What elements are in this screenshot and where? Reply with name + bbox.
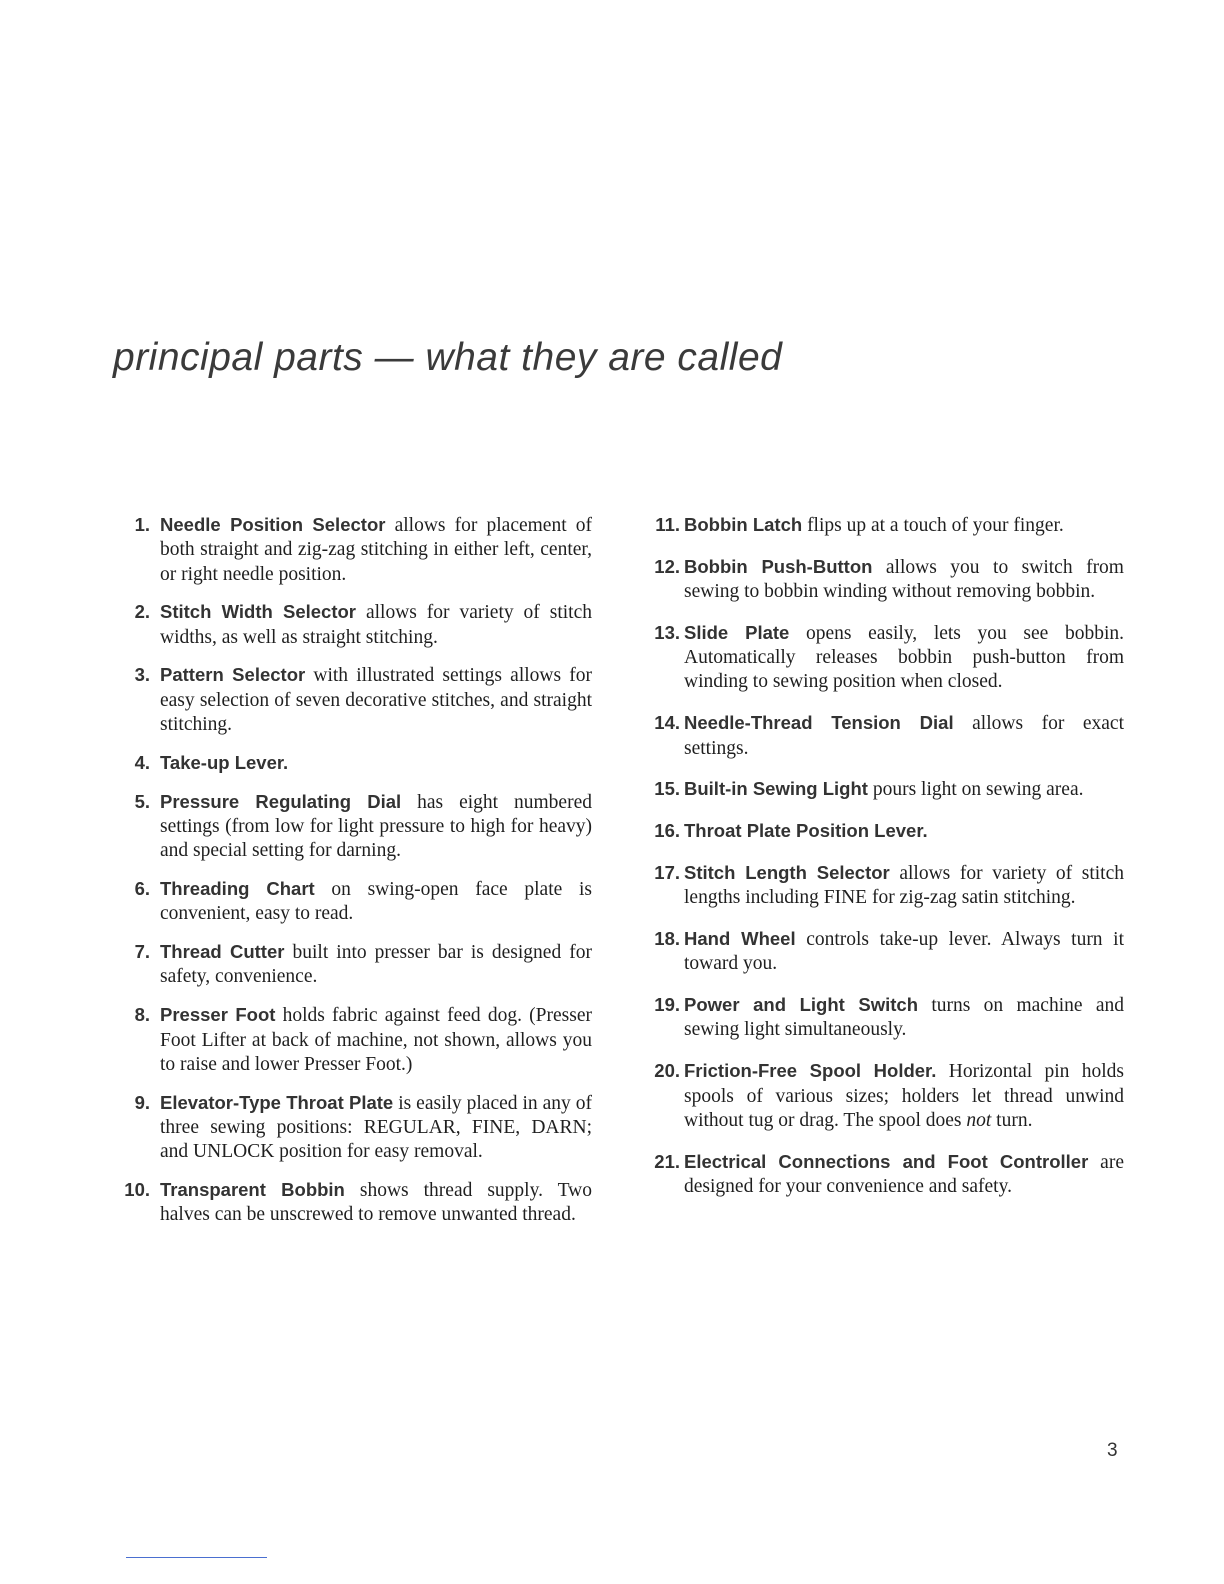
part-description: holds fabric against feed dog. (Presser Foot Lifter at back of machine, not shown, allows you to raise and lower Presser Foot.)	[160, 1005, 592, 1075]
part-item	[122, 663, 592, 737]
part-description-tail: turn.	[991, 1109, 1033, 1131]
part-description: shows thread supply. Two halves can be unscrewed to remove unwanted thread.	[160, 1180, 592, 1226]
part-description: allows you to switch from sewing to bobbin winding without removing bobbin.	[684, 556, 1124, 603]
part-name: Built-in Sewing Light	[684, 778, 868, 800]
part-description-emphasis: not	[966, 1109, 992, 1131]
part-item	[122, 940, 592, 990]
part-name: Pattern Selector	[160, 664, 306, 686]
part-item	[122, 877, 592, 927]
part-number: 14.	[654, 712, 680, 734]
part-description: allows for variety of stitch widths, as well as straight stitching.	[160, 602, 592, 648]
part-number: 21.	[654, 1150, 680, 1172]
part-description: are designed for your convenience and safety.	[684, 1151, 1124, 1197]
part-item	[122, 600, 592, 650]
part-name: Threading Chart	[160, 878, 315, 900]
part-description: allows for placement of both straight and zig-zag stitching in either left, center, or right needle position.	[160, 515, 592, 585]
part-description: allows for exact settings.	[684, 713, 1124, 759]
part-number: 12.	[654, 555, 680, 577]
part-item	[646, 1059, 1124, 1133]
part-number: 20.	[654, 1060, 680, 1082]
part-number: 7.	[134, 941, 150, 963]
part-name: Bobbin Push-Button	[684, 555, 873, 577]
part-item	[122, 751, 592, 776]
parts-list-right	[646, 513, 1124, 1216]
part-name: Throat Plate Position Lever.	[684, 820, 928, 842]
part-name: Slide Plate	[684, 621, 790, 643]
part-item	[646, 1150, 1124, 1200]
part-item	[122, 1003, 592, 1077]
part-name: Hand Wheel	[684, 928, 796, 950]
part-item	[646, 513, 1124, 538]
part-description: has eight numbered settings (from low for light pressure to high for heavy) and special setting for darning.	[160, 791, 592, 862]
part-name: Stitch Width Selector	[160, 601, 357, 623]
part-description: with illustrated settings allows for easy selection of seven decorative stitches, and straight stitching.	[160, 665, 592, 736]
part-name: Electrical Connections and Foot Controller	[684, 1150, 1089, 1172]
part-name: Power and Light Switch	[684, 994, 918, 1016]
part-item	[646, 777, 1124, 802]
page-number: 3	[1107, 1440, 1118, 1461]
part-description: opens easily, lets you see bobbin. Automatically releases bobbin push-button from winding to sewing position when closed.	[684, 622, 1124, 693]
part-number: 13.	[654, 621, 680, 643]
page-title: principal parts — what they are called	[113, 336, 783, 379]
part-description: pours light on sewing area.	[867, 779, 1084, 801]
part-description: built into presser bar is designed for safety, convenience.	[160, 942, 592, 988]
part-name: Transparent Bobbin	[160, 1179, 345, 1201]
part-item	[646, 621, 1124, 695]
part-name: Presser Foot	[160, 1004, 276, 1026]
part-name: Needle Position Selector	[160, 514, 386, 535]
part-name: Stitch Length Selector	[684, 861, 890, 883]
footer-rule	[126, 1557, 267, 1558]
part-description: allows for variety of stitch lengths including FINE for zig-zag satin stitching.	[684, 862, 1125, 909]
part-description: controls take-up lever. Always turn it toward you.	[684, 929, 1124, 975]
part-number: 18.	[654, 928, 680, 950]
part-number: 2.	[134, 601, 150, 623]
part-number: 19.	[654, 994, 680, 1016]
part-number: 1.	[134, 514, 150, 535]
part-number: 11.	[655, 514, 680, 535]
part-item	[122, 790, 592, 864]
part-number: 9.	[134, 1091, 150, 1113]
part-number: 3.	[134, 664, 150, 686]
part-number: 10.	[124, 1179, 150, 1201]
part-number: 15.	[654, 778, 680, 800]
part-item	[646, 819, 1124, 844]
part-name: Friction-Free Spool Holder.	[684, 1060, 937, 1082]
part-description: is easily placed in any of three sewing positions: REGULAR, FINE, DARN; and UNLOCK position for easy removal.	[160, 1092, 592, 1163]
part-item	[646, 993, 1124, 1043]
part-item	[646, 861, 1124, 911]
part-item	[646, 927, 1124, 977]
part-name: Bobbin Latch	[684, 514, 803, 535]
part-number: 6.	[134, 878, 150, 900]
part-description-text: Horizontal pin holds spools of various sizes; holders let thread unwind without tug or drag. The spool does	[684, 1061, 1124, 1131]
part-description: turns on machine and sewing light simultaneously.	[684, 995, 1124, 1041]
part-name: Pressure Regulating Dial	[160, 790, 402, 812]
part-number: 4.	[134, 751, 150, 773]
part-name: Needle-Thread Tension Dial	[684, 712, 954, 734]
parts-list-left	[122, 513, 592, 1241]
part-item	[122, 513, 592, 587]
part-name: Elevator-Type Throat Plate	[160, 1091, 394, 1113]
part-item	[646, 555, 1124, 605]
part-description: flips up at a touch of your finger.	[802, 515, 1064, 536]
part-item	[122, 1178, 592, 1228]
part-name: Thread Cutter	[160, 941, 285, 963]
part-number: 8.	[134, 1004, 150, 1026]
part-number: 16.	[654, 820, 680, 842]
part-item	[646, 711, 1124, 761]
part-description: on swing-open face plate is convenient, easy to read.	[160, 879, 592, 925]
part-number: 17.	[654, 861, 680, 883]
part-name: Take-up Lever.	[160, 751, 289, 773]
part-number: 5.	[134, 790, 150, 812]
part-item	[122, 1091, 592, 1165]
